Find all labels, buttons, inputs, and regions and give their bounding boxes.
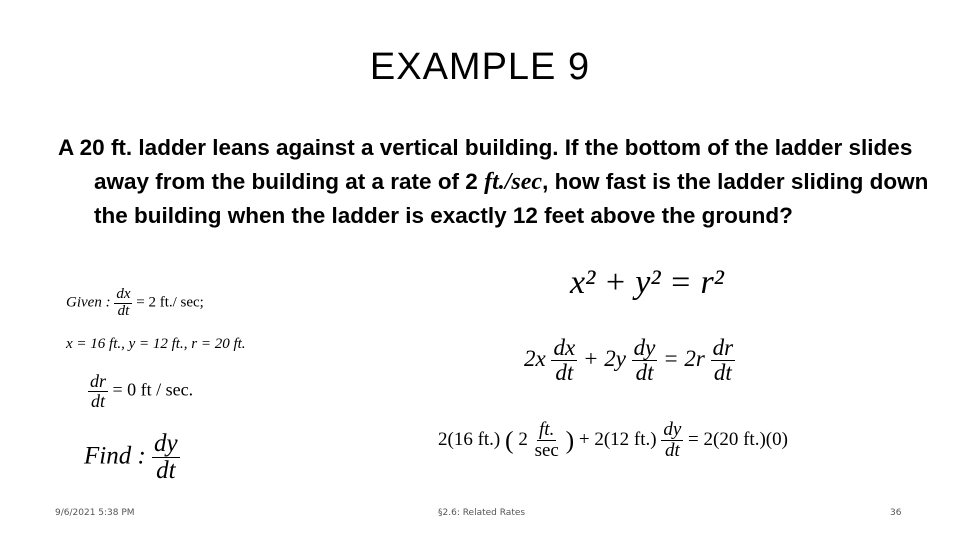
dx-dt-fraction (114, 287, 132, 320)
term-2r: = 2r (663, 345, 705, 371)
term-12ft: + 2(12 ft.) (578, 428, 657, 450)
frac-num: dy (663, 419, 682, 440)
dr-dt-equation (88, 372, 193, 411)
frac-den: dt (117, 302, 130, 319)
footer-date: 9/6/2021 5:38 PM (55, 508, 135, 518)
term-2: 2 (518, 428, 528, 450)
substituted-equation (438, 420, 788, 461)
frac-num: dy (154, 430, 178, 457)
frac-num: dx (116, 286, 131, 302)
problem-statement (58, 131, 934, 233)
frac-den: dt (156, 457, 176, 485)
frac-den: dt (91, 390, 106, 411)
problem-text-part1: A 20 ft. ladder leans against a vertical building. If the bottom of the ladder slides away from the building at a rate of 2 (58, 135, 913, 194)
pythagorean-equation: x² + y² = r² (570, 264, 724, 301)
find-equation (84, 431, 180, 485)
dy-dt-fraction (152, 431, 180, 485)
dr-dt-fraction (88, 372, 108, 411)
given-rate-text: = 2 ft./ sec; (136, 294, 204, 311)
derivative-equation (524, 336, 735, 385)
ft-sec-fraction (533, 420, 561, 461)
given-rate-equation (66, 287, 204, 320)
find-label: Find : (84, 442, 146, 470)
frac-den: dt (555, 360, 574, 386)
problem-text-part2: , how fast is the ladder sliding down the building when the ladder is exactly 12 feet above the ground? (94, 168, 929, 228)
frac-num: dy (633, 335, 656, 360)
right-paren: ) (565, 425, 575, 455)
frac-den: dt (664, 439, 680, 461)
frac-den: sec (534, 439, 559, 461)
frac-den: dt (713, 360, 732, 386)
given-label: Given : (66, 294, 111, 311)
term-20ft: = 2(20 ft.)(0) (688, 428, 788, 450)
dy-dt-fraction (632, 336, 658, 385)
frac-num: dr (90, 371, 107, 391)
dy-dt-fraction (661, 420, 683, 461)
term-16ft: 2(16 ft.) (438, 428, 501, 450)
frac-num: ft. (539, 419, 555, 440)
dr-rate-text: = 0 ft / sec. (112, 379, 194, 400)
term-2y: + 2y (582, 345, 626, 371)
left-paren: ( (505, 425, 514, 455)
problem-rate: ft./sec (484, 168, 543, 195)
dr-dt-fraction (711, 336, 735, 385)
slide-title: EXAMPLE 9 (369, 46, 591, 88)
dx-dt-fraction (551, 336, 577, 385)
given-values-line: x = 16 ft., y = 12 ft., r = 20 ft. (66, 336, 246, 352)
footer-section: §2.6: Related Rates (438, 508, 526, 518)
frac-den: dt (635, 360, 654, 386)
frac-num: dx (553, 335, 576, 360)
term-2x: 2x (524, 345, 546, 371)
footer-page-number: 36 (890, 508, 902, 518)
frac-num: dr (712, 335, 734, 360)
